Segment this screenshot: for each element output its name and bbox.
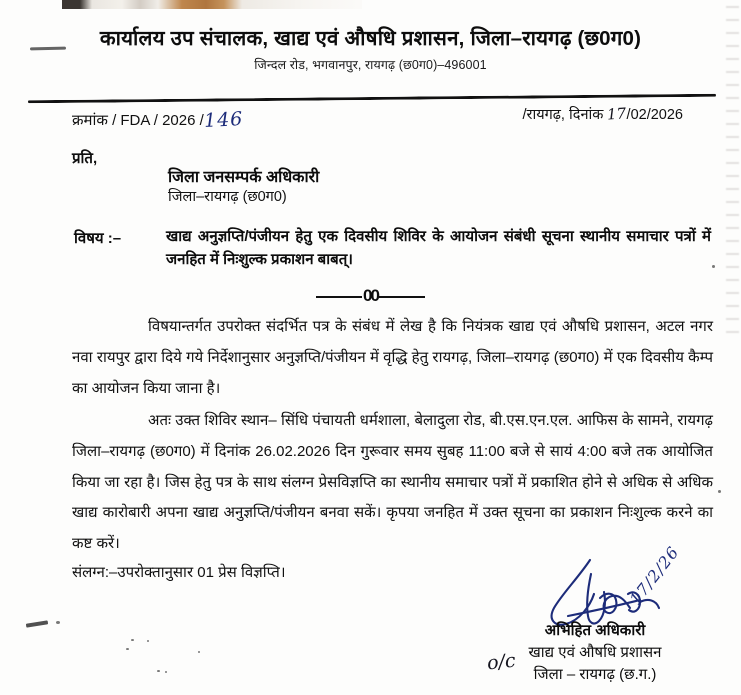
office-address: जिन्दल रोड, भगवानपुर, रायगढ़ (छ0ग0)–496001 <box>254 57 487 72</box>
body-paragraph-2: अतः उक्त शिविर स्थान– सिंधि पंचायती धर्मशाला, बेलादुला रोड, बी.एस.एन.एल. आफिस के सामने, रायगढ़ जिला–रायगढ़ (छ0ग0) में दिनांक 26.02.2026 दिन गुरूवार समय सुबह 11:00 बजे से सायं 4:00 बजे तक आयोजित किया जा रहा है। जिस हेतु पत्र के साथ संलग्न प्रेसविज्ञप्ति का स्थानीय समाचार पत्रों में प्रकाशित होने से अधिक से अधिक खाद्य कारोबारी अपना खाद्य अनुज्ञप्ति/पंजीयन बनवा सकें। कृपया जनहित में उक्त सूचना का प्रकाशन निःशुल्क करने का कष्ट करें। <box>72 412 713 552</box>
scan-speck <box>56 621 60 624</box>
dateline-day-handwritten: 17 <box>606 104 628 124</box>
scan-edge-artifact-top <box>62 0 362 9</box>
scan-speck <box>157 670 160 672</box>
dateline-month: 02 <box>630 107 647 123</box>
signatory-designation: अभिहित अधिकारी <box>544 622 646 639</box>
divider-glyph: 00 <box>363 286 378 305</box>
scan-speck <box>126 648 129 650</box>
reference-number-printed: क्रमांक / FDA / 2026 / <box>72 112 204 129</box>
addressee-name: जिला जनसम्पर्क अधिकारी <box>168 169 320 186</box>
scan-speck <box>147 640 149 642</box>
scan-mark-bottom-left <box>26 620 48 627</box>
dateline-year: 2026 <box>650 107 683 123</box>
dateline-place: /रायगढ़, <box>522 107 565 123</box>
scan-speck <box>198 651 200 653</box>
enclosure-note: संलग्न:–उपरोक्तानुसार 01 प्रेस विज्ञप्ति। <box>72 564 286 581</box>
letterhead <box>0 26 741 73</box>
signature-handwritten-date: 17/2/26 <box>625 542 683 609</box>
dateline-sep-2: / <box>646 107 651 123</box>
office-copy-mark: o/c <box>485 649 517 675</box>
subject-text: खाद्य अनुज्ञप्ति/पंजीयन हेतु एक दिवसीय शिविर के आयोजन संबंधी सूचना स्थानीय समाचार पत्रों में जनहित में निःशुल्क प्रकाशन बाबत्। <box>166 228 711 268</box>
body-paragraph-1: विषयान्तर्गत उपरोक्त संदर्भित पत्र के संबंध में लेख है कि नियंत्रक खाद्य एवं औषधि प्रशासन, अटल नगर नवा रायपुर द्वारा दिये गये निर्देशानुसार अनुज्ञप्ति/पंजीयन में वृद्धि हेतु रायगढ़, जिला–रायगढ़ (छ0ग0) में एक दिवसीय कैम्प का आयोजन किया जाना है। <box>72 318 713 397</box>
divider-bar-right <box>379 296 425 298</box>
scan-speck <box>165 671 167 673</box>
signature-block <box>470 620 720 684</box>
reference-number <box>72 107 244 133</box>
signatory-district: जिला – रायगढ़ (छ.ग.) <box>533 666 657 683</box>
reference-number-handwritten: 146 <box>203 107 244 133</box>
ornamental-divider <box>0 287 741 307</box>
office-title: कार्यालय उप संचालक, खाद्य एवं औषधि प्रशासन, जिला–रायगढ़ (छ0ग0) <box>99 27 642 50</box>
addressee-address: जिला–रायगढ़ (छ0ग0) <box>168 189 287 205</box>
addressee-salutation: प्रति, <box>72 150 98 167</box>
scan-speck <box>131 639 134 641</box>
dateline-sep-1: / <box>626 107 631 123</box>
reference-date-row <box>0 104 741 134</box>
dateline-label: दिनांक <box>569 107 604 123</box>
subject-label: विषय :– <box>74 230 122 247</box>
signatory-department: खाद्य एवं औषधि प्रशासन <box>528 644 662 661</box>
scan-speck <box>718 490 721 493</box>
scan-speck <box>712 265 715 268</box>
divider-bar-left <box>316 296 362 298</box>
header-divider-rule <box>28 94 716 104</box>
dateline <box>522 104 683 124</box>
